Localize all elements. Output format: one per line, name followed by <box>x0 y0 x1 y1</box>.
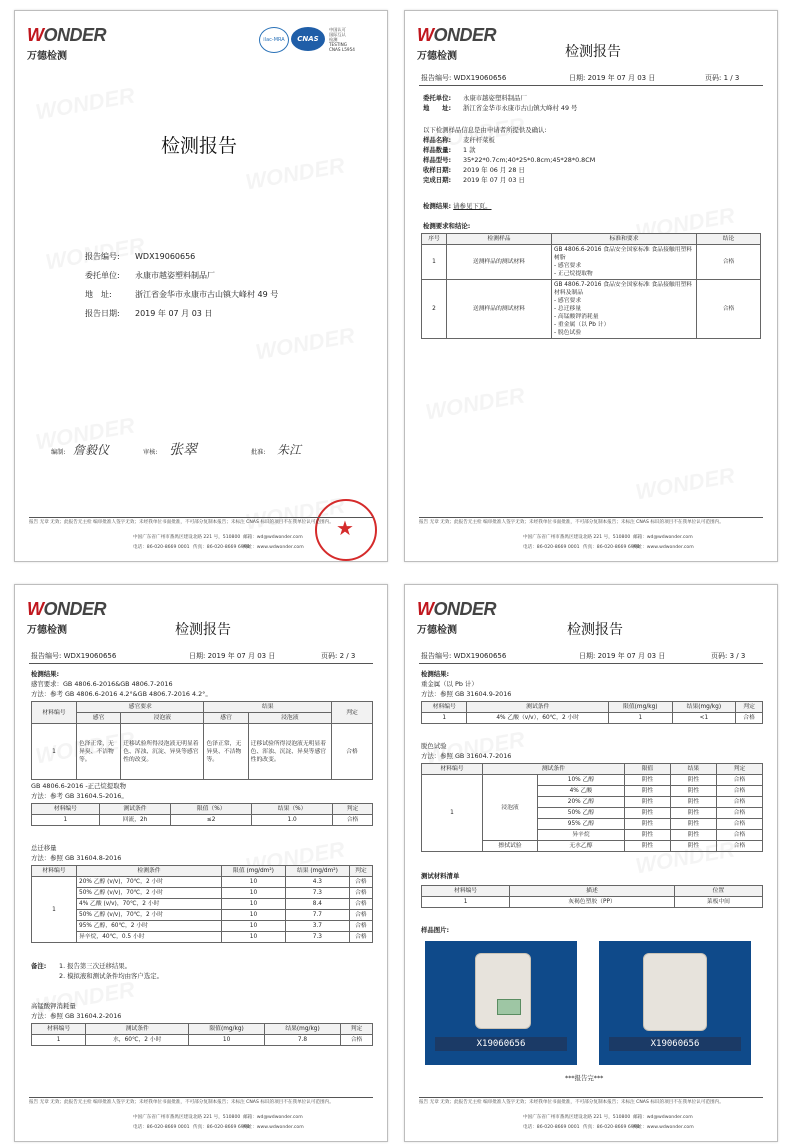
report-number: 报告编号: WDX19060656 <box>421 74 507 82</box>
report-end: ***报告完*** <box>565 1074 604 1082</box>
hexane-table: 材料编号 测试条件 限值（%） 结果（%） 判定 1 回流，2h ≤2 1.0 合格 <box>31 803 373 826</box>
requirements-table: 序号 检测样品 标准和要求 结论 1 送测样品的测试材料 GB 4806.6-2016 食品安全国家标准 食品接触用塑料树脂 - 感官要求 - 正己烷提取物 合格 2 送测样品的测试材料 GB 4806.7-2016 食品安全国家标准 食品接触用塑料材料及制品 - 感官要求 - 总迁移量 - 高锰酸钾消耗量 - 重金属（以 Pb 计） - 脱色试验 合格 <box>421 233 761 339</box>
table-row: 20% 乙醇 阴性 阴性 合格 <box>422 797 763 808</box>
table-row: 擦拭试验 无水乙醇 阴性 阴性 合格 <box>422 841 763 852</box>
approver-signature: 朱江 <box>277 443 302 457</box>
decolor-table: 材料编号 测试条件 限值 结果 判定 1 浸泡液 10% 乙醇 阴性 阴性 合格 4% 乙酸 阴性 阴性 合格 20% 乙醇 阴性 阴性 合格 50% 乙醇 阴性 阴性 合格 95% 乙醇 阴性 阴性 合格 异辛烷 阴性 阴性 合格 擦拭试验 无水乙醇 阴性 阴性 合格 <box>421 763 763 852</box>
table-row: 1 20% 乙醇 (v/v)，70℃，2 小时 10 4.3 合格 <box>32 877 373 888</box>
company-logo: WONDER 万德检测 <box>27 25 107 62</box>
report-page-2: WONDER 万德检测 检测报告 报告编号: WDX19060656 日期: 2019 年 07 月 03 日 页码: 2 / 3 检测结果: 感官要求：GB 4806.6-2016&GB 4806.7-2016 方法：参考 GB 4806.6-2016 4.2°&GB 4806.7-2016 4.2°。 材料编号 感官要求 结果 判定 感官 浸泡液 感官 浸泡液 1 色泽正常，无异臭、不洁物等。 迁移试验所得浸泡液无明显着色、浑浊、沉淀、异臭等感官性的改变。 色泽正常，无异臭、不洁物等。 迁移试验所得浸泡液无明显着色、浑浊、沉淀、异臭等感官性的改变。 合格 GB 4806.6-2016 -正己烷提取物 方法：参考 GB 31604.5-2016。 材料编号 测试条件 限值（%） 结果（%） 判定 1 回流，2h ≤2 1.0 合格 总迁移量 方法：参照 GB 31604.8-2016 材料编号 检测条件 限值 (mg/dm²) 结果 (mg/dm²) 判定 1 20% 乙醇 (v/v)，70℃，2 小时 10 4.3 合格 50% 乙醇 (v/v)，70℃，2 小时 10 7.3 合格 4% 乙酸 (v/v)，70℃，2 小时 10 8.4 合格 50% 乙醇 (v/v)，70℃，2 小时 10 7.7 合格 95% 乙醇，60℃，2 小时 10 3.7 合格 异辛烷，40℃，0.5 小时 10 7.3 合格 备注: 1. 报告第三次迁移结果。 2. 模拟液和测试条件均由客户选定。 高锰酸钾消耗量 方法：参照 GB 31604.2-2016 材料编号 测试条件 限值(mg/kg) 结果(mg/kg) 判定 1 水，60℃，2 小时 10 7.8 合格 报告 无章 无效；此报告无主检 编审批准人签字无效；未经我单位书面批准，不可部分复制本报告；未标注 CNAS 标识的项目不在我单位认可范围内。 中国广东省广州市番禺区建设北路 221 号，510800 邮箱：wd@wdwonder.com 电话：86-020-8669 0001 传真：86-020-8669 6998 网址：www.wdwonder.com <box>14 584 388 1142</box>
table-row: 异辛烷 阴性 阴性 合格 <box>422 830 763 841</box>
table-row: 1 浸泡液 10% 乙醇 阴性 阴性 合格 <box>422 775 763 786</box>
table-row: 1 水，60℃，2 小时 10 7.8 合格 <box>32 1035 373 1046</box>
watermark <box>254 322 357 365</box>
table-row: 50% 乙醇 阴性 阴性 合格 <box>422 808 763 819</box>
cnas-icon: CNAS <box>291 27 325 51</box>
company-logo: WONDER 万德检测 <box>417 25 497 62</box>
page-title: 检测报告 <box>175 622 231 638</box>
sample-photo-1: X19060656 <box>425 941 577 1065</box>
table-row: 2 送测样品的测试材料 GB 4806.7-2016 食品安全国家标准 食品接触用塑料材料及制品 - 感官要求 - 总迁移量 - 高锰酸钾消耗量 - 重金属（以 Pb 计） - 脱色试验 合格 <box>422 280 761 339</box>
material-list-table: 材料编号 描述 位置 1 灰褐色塑胶（PP） 菜板中间 <box>421 885 763 908</box>
page-title: 检测报告 <box>567 622 623 638</box>
watermark <box>244 152 347 195</box>
cover-title: 检测报告 <box>161 135 238 157</box>
sample-photo-2: X19060656 <box>599 941 751 1065</box>
table-row: 95% 乙醇 阴性 阴性 合格 <box>422 819 763 830</box>
table-row: 1 4% 乙酸（v/v），60℃，2 小时 1 <1 合格 <box>422 713 763 724</box>
table-row: 4% 乙酸 (v/v)，70℃，2 小时 10 8.4 合格 <box>32 899 373 910</box>
official-seal: ★ <box>315 499 377 561</box>
table-row: 1 送测样品的测试材料 GB 4806.6-2016 食品安全国家标准 食品接触用塑料树脂 - 感官要求 - 正己烷提取物 合格 <box>422 245 761 280</box>
table-row: 50% 乙醇 (v/v)，70℃，2 小时 10 7.7 合格 <box>32 910 373 921</box>
company-logo: WONDER 万德检测 <box>27 599 107 636</box>
table-row: 95% 乙醇，60℃，2 小时 10 3.7 合格 <box>32 921 373 932</box>
report-cover-page: WONDER 万德检测 ilac-MRA CNAS 中国认可 国际互认 检测 TESTING CNAS L5954 检测报告 报告编号: WDX19060656 委托单位: 永康市越姿塑料制品厂 地 址: 浙江省金华市永康市古山镇大峰村 49 号 报告日期: 2019 年 07 月 03 日 编制: 詹毅仪 审核: 张翠 批准: 朱江 ★ 报告 无章 无效；此报告无主检 编审批准人签字无效；未经我单位书面批准，不可部分复制本报告；未标注 CNAS 标识的项目不在我单位认可范围内。 中国广东省广州市番禺区建设北路 221 号，510800 邮箱：wd@wdwonder.com 电话：86-020-8669 0001 传真：86-020-8669 6998 网址：www.wdwonder.com <box>14 10 388 562</box>
watermark <box>34 82 137 125</box>
requirements-label: 检测要求和结论: <box>423 222 471 230</box>
table-row: 1 回流，2h ≤2 1.0 合格 <box>32 815 373 826</box>
ilac-mra-icon: ilac-MRA <box>259 27 289 53</box>
report-page-1: WONDER 万德检测 检测报告 报告编号: WDX19060656 日期: 2019 年 07 月 03 日 页码: 1 / 3 委托单位: 永康市越姿塑料制品厂 地 址: 浙江省金华市永康市古山镇大峰村 49 号 以下检测样品信息是由申请者所提供及确认: 样品名称: 麦秆杆菜板 样品数量: 1 款 样品型号: 35*22*0.7cm;40*25*0.8cm;45*28*0.8CM 收样日期: 2019 年 06 月 28 日 完成日期: 2019 年 07 月 03 日 检测结果: 请参见下页。 检测要求和结论: 序号 检测样品 标准和要求 结论 1 送测样品的测试材料 GB 4806.6-2016 食品安全国家标准 食品接触用塑料树脂 - 感官要求 - 正己烷提取物 合格 2 送测样品的测试材料 GB 4806.7-2016 食品安全国家标准 食品接触用塑料材料及制品 - 感官要求 - 总迁移量 - 高锰酸钾消耗量 - 重金属（以 Pb 计） - 脱色试验 合格 报告 无章 无效；此报告无主检 编审批准人签字无效；未经我单位书面批准，不可部分复制本报告；未标注 CNAS 标识的项目不在我单位认可范围内。 中国广东省广州市番禺区建设北路 221 号，510800 邮箱：wd@wdwonder.com 电话：86-020-8669 0001 传真：86-020-8669 6998 网址：www.wdwonder.com <box>404 10 778 562</box>
sample-label-icon <box>497 999 521 1015</box>
notes: 备注: 1. 报告第三次迁移结果。 2. 模拟液和测试条件均由客户选定。 <box>31 962 163 980</box>
heavy-metal-table: 材料编号 测试条件 限值(mg/kg) 结果(mg/kg) 判定 1 4% 乙酸（v/v），60℃，2 小时 1 <1 合格 <box>421 701 763 724</box>
sensory-table: 材料编号 感官要求 结果 判定 感官 浸泡液 感官 浸泡液 1 色泽正常，无异臭、不洁物等。 迁移试验所得浸泡液无明显着色、浑浊、沉淀、异臭等感官性的改变。 色泽正常，无异臭、不洁物等。 迁移试验所得浸泡液无明显着色、浑浊、沉淀、异臭等感官性的改变。 合格 <box>31 701 373 780</box>
table-row: 1 灰褐色塑胶（PP） 菜板中间 <box>422 897 763 908</box>
sample-info: 以下检测样品信息是由申请者所提供及确认: 样品名称: 麦秆杆菜板 样品数量: 1 款 样品型号: 35*22*0.7cm;40*25*0.8cm;45*28*0.8CM 收样日期: 2019 年 06 月 28 日 完成日期: 2019 年 07 月 03 日 <box>423 126 596 184</box>
cover-info: 报告编号: WDX19060656 委托单位: 永康市越姿塑料制品厂 地 址: 浙江省金华市永康市古山镇大峰村 49 号 报告日期: 2019 年 07 月 03 日 <box>85 252 279 318</box>
compiler-signature: 詹毅仪 <box>73 443 110 457</box>
report-page-3: WONDER 万德检测 检测报告 报告编号: WDX19060656 日期: 2019 年 07 月 03 日 页码: 3 / 3 检测结果: 重金属（以 Pb 计） 方法：参照 GB 31604.9-2016 材料编号 测试条件 限值(mg/kg) 结果(mg/kg) 判定 1 4% 乙酸（v/v），60℃，2 小时 1 <1 合格 脱色试验 方法：参照 GB 31604.7-2016 材料编号 测试条件 限值 结果 判定 1 浸泡液 10% 乙醇 阴性 阴性 合格 4% 乙酸 阴性 阴性 合格 20% 乙醇 阴性 阴性 合格 50% 乙醇 阴性 阴性 合格 95% 乙醇 阴性 阴性 合格 异辛烷 阴性 阴性 合格 擦拭试验 无水乙醇 阴性 阴性 合格 测试材料清单 材料编号 描述 位置 1 灰褐色塑胶（PP） 菜板中间 样品图片: X19060656 X19060656 ***报告完*** 报告 无章 无效；此报告无主检 编审批准人签字无效；未经我单位书面批准，不可部分复制本报告；未标注 CNAS 标识的项目不在我单位认可范围内。 中国广东省广州市番禺区建设北路 221 号，510800 邮箱：wd@wdwonder.com 电话：86-020-8669 0001 传真：86-020-8669 6998 网址：www.wdwonder.com <box>404 584 778 1142</box>
company-logo: WONDER 万德检测 <box>417 599 497 636</box>
table-row: 异辛烷，40℃，0.5 小时 10 7.3 合格 <box>32 932 373 943</box>
cert-marks: ilac-MRA CNAS 中国认可 国际互认 检测 TESTING CNAS L5954 <box>259 27 379 53</box>
permanganate-table: 材料编号 测试条件 限值(mg/kg) 结果(mg/kg) 判定 1 水，60℃，2 小时 10 7.8 合格 <box>31 1023 373 1046</box>
client-info: 委托单位: 永康市越姿塑料制品厂 地 址: 浙江省金华市永康市古山镇大峰村 49 号 <box>423 94 578 112</box>
result-summary: 检测结果: 请参见下页。 <box>423 202 492 210</box>
footer-disclaimer: 报告 无章 无效；此报告无主检 编审批准人签字无效；未经我单位书面批准，不可部分复制本报告；未标注 CNAS 标识的项目不在我单位认可范围内。 <box>29 520 334 525</box>
report-date: 日期: 2019 年 07 月 03 日 <box>569 74 656 82</box>
reviewer-signature: 张翠 <box>169 442 197 458</box>
table-row: 1 色泽正常，无异臭、不洁物等。 迁移试验所得浸泡液无明显着色、浑浊、沉淀、异臭等感官性的改变。 色泽正常，无异臭、不洁物等。 迁移试验所得浸泡液无明显着色、浑浊、沉淀、异臭等感官性的改变。 合格 <box>32 724 373 780</box>
page-title: 检测报告 <box>565 44 621 60</box>
table-row: 50% 乙醇 (v/v)，70℃，2 小时 10 7.3 合格 <box>32 888 373 899</box>
page-number: 页码: 1 / 3 <box>705 74 740 82</box>
migration-table: 材料编号 检测条件 限值 (mg/dm²) 结果 (mg/dm²) 判定 1 20% 乙醇 (v/v)，70℃，2 小时 10 4.3 合格 50% 乙醇 (v/v)，70℃，2 小时 10 7.3 合格 4% 乙酸 (v/v)，70℃，2 小时 10 8.4 合格 50% 乙醇 (v/v)，70℃，2 小时 10 7.7 合格 95% 乙醇，60℃，2 小时 10 3.7 合格 异辛烷，40℃，0.5 小时 10 7.3 合格 <box>31 865 373 943</box>
table-row: 4% 乙酸 阴性 阴性 合格 <box>422 786 763 797</box>
